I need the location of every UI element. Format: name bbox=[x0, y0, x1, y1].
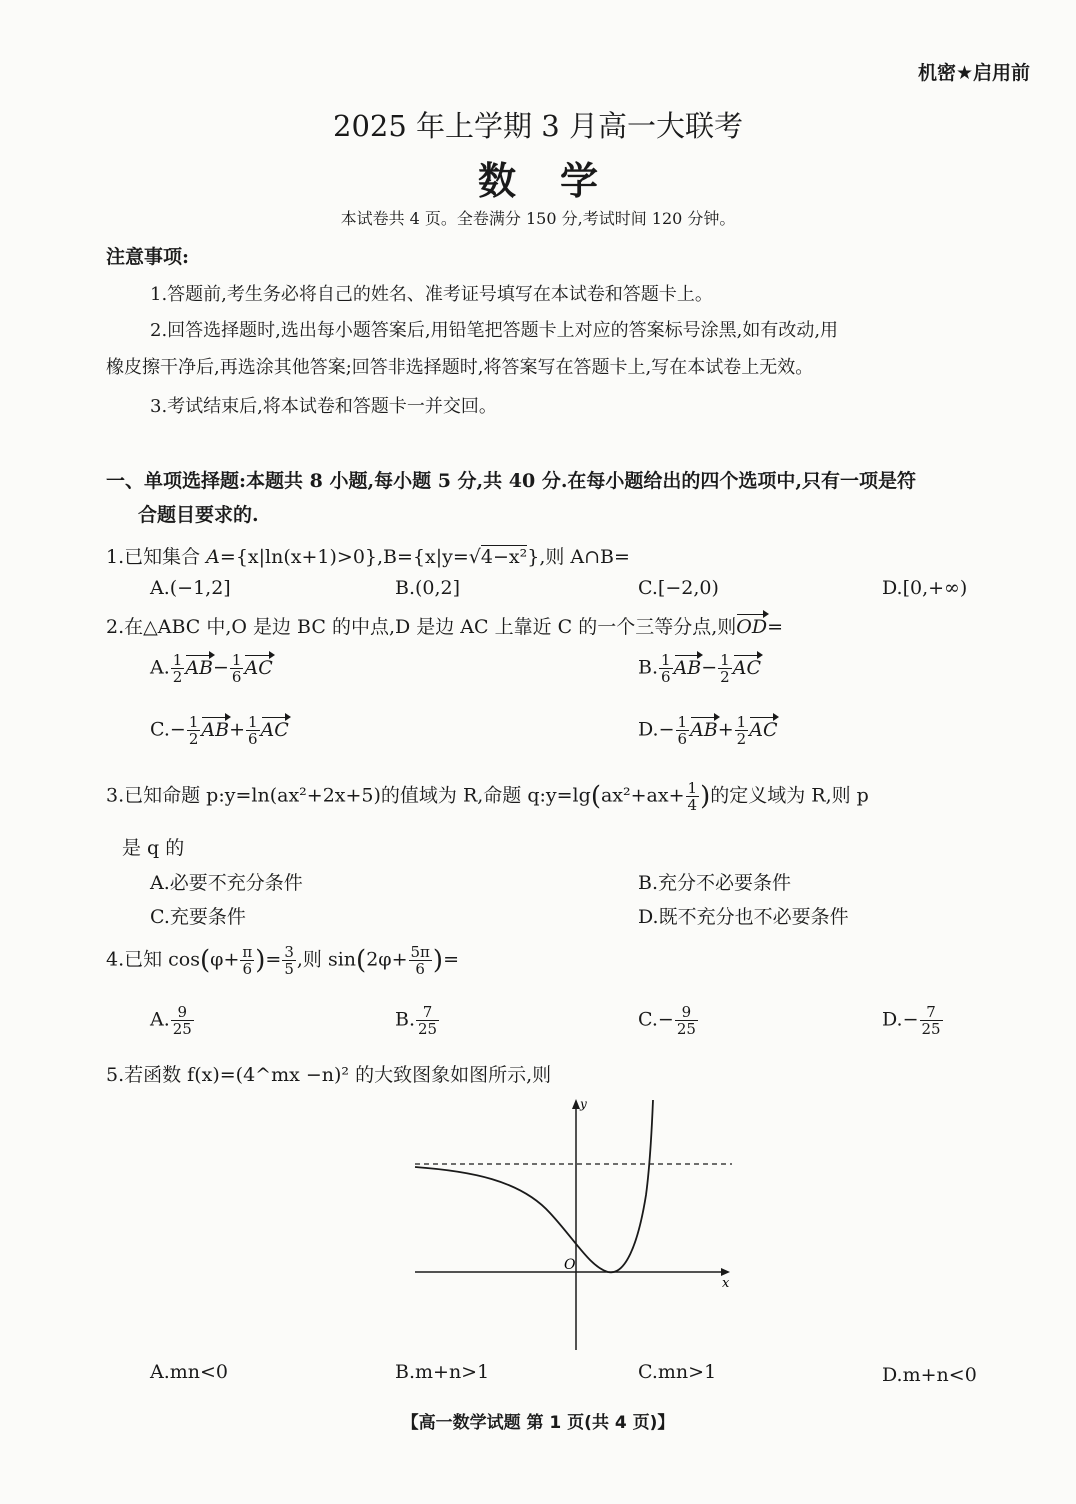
question-5: 5.若函数 f(x)=(4^mx −n)² 的大致图象如图所示,则 bbox=[106, 1064, 552, 1086]
question-1: 1.已知集合 A={x|ln(x+1)>0},B={x|y=√4−x²},则 A∩B= bbox=[106, 546, 630, 568]
q5-option-c: C.mn>1 bbox=[638, 1361, 717, 1383]
note-2b: 橡皮擦干净后,再选涂其他答案;回答非选择题时,将答案写在答题卡上,写在本试卷上无效。 bbox=[106, 357, 814, 378]
q2-option-b: B. $\frac{1}{6}$ AB− $\frac{1}{2}$ AC bbox=[638, 651, 761, 686]
confidential-mark: 机密★启用前 bbox=[917, 62, 1030, 84]
sqrt-symbol: √ bbox=[468, 546, 481, 568]
q4-option-d: D.− $\frac{7}{25}$ bbox=[882, 1003, 941, 1038]
q5-option-b: B.m+n>1 bbox=[395, 1361, 490, 1383]
q5-option-a: A.mn<0 bbox=[150, 1361, 229, 1383]
note-1: 1.答题前,考生务必将自己的姓名、准考证号填写在本试卷和答题卡上。 bbox=[150, 284, 713, 305]
question-3-cont: 是 q 的 bbox=[122, 837, 185, 859]
x-axis-label: x bbox=[722, 1276, 730, 1291]
q4-option-a: A. $\frac{9}{25}$ bbox=[150, 1003, 192, 1038]
y-axis-arrow bbox=[572, 1099, 580, 1109]
exam-title: 2025 年上学期 3 月高一大联考 bbox=[333, 109, 743, 143]
q1-option-a: A.(−1,2] bbox=[150, 577, 231, 599]
q3-option-b: B.充分不必要条件 bbox=[638, 872, 792, 894]
q4-option-c: C.− $\frac{9}{25}$ bbox=[638, 1003, 696, 1038]
q2-option-a: A. $\frac{1}{2}$ AB− $\frac{1}{6}$ AC bbox=[150, 651, 273, 686]
x-axis-arrow bbox=[721, 1268, 730, 1276]
note-3: 3.考试结束后,将本试卷和答题卡一并交回。 bbox=[150, 396, 497, 417]
q1-option-d: D.[0,+∞) bbox=[882, 577, 968, 599]
q4-option-b: B. $\frac{7}{25}$ bbox=[395, 1003, 438, 1038]
origin-label: O bbox=[564, 1257, 576, 1273]
question-3: 3.已知命题 p:y=ln(ax²+2x+5)的值域为 R,命题 q:y=lg(ax²+ax+ $\frac{1}{4}$ )的定义域为 R,则 p bbox=[106, 779, 869, 814]
q5-function-graph bbox=[410, 1095, 740, 1355]
exam-info: 本试卷共 4 页。全卷满分 150 分,考试时间 120 分钟。 bbox=[340, 209, 736, 228]
q1-option-c: C.[−2,0) bbox=[638, 577, 719, 599]
subject-title: 数学 bbox=[477, 158, 642, 203]
function-curve bbox=[415, 1100, 653, 1272]
q2-option-d: D.− $\frac{1}{6}$ AB+ $\frac{1}{2}$ AC bbox=[638, 713, 778, 748]
page-footer: 【高一数学试题 第 1 页(共 4 页)】 bbox=[401, 1413, 675, 1433]
q3-option-c: C.充要条件 bbox=[150, 906, 246, 928]
q1-option-b: B.(0,2] bbox=[395, 577, 461, 599]
q3-option-d: D.既不充分也不必要条件 bbox=[638, 906, 849, 928]
section-heading-line1: 一、单项选择题:本题共 8 小题,每小题 5 分,共 40 分.在每小题给出的四个选项中,只有一项是符 bbox=[106, 470, 917, 492]
q3-option-a: A.必要不充分条件 bbox=[150, 872, 303, 894]
q5-option-d: D.m+n<0 bbox=[882, 1364, 977, 1386]
question-4: 4.已知 cos(φ+ $\frac{\pi}{6}$ )= $\frac{3}{5}$ ,则 sin(2φ+ $\frac{5\pi}{6}$ )= bbox=[106, 943, 459, 978]
q2-option-c: C.− $\frac{1}{2}$ AB+ $\frac{1}{6}$ AC bbox=[150, 713, 289, 748]
y-axis-label: y bbox=[580, 1097, 587, 1111]
notes-heading: 注意事项: bbox=[106, 246, 190, 268]
section-heading-line2: 合题目要求的. bbox=[138, 504, 259, 526]
note-2a: 2.回答选择题时,选出每小题答案后,用铅笔把答题卡上对应的答案标号涂黑,如有改动,用 bbox=[150, 320, 839, 341]
question-2: 2.在△ABC 中,O 是边 BC 的中点,D 是边 AC 上靠近 C 的一个三等分点,则OD= bbox=[106, 616, 783, 638]
